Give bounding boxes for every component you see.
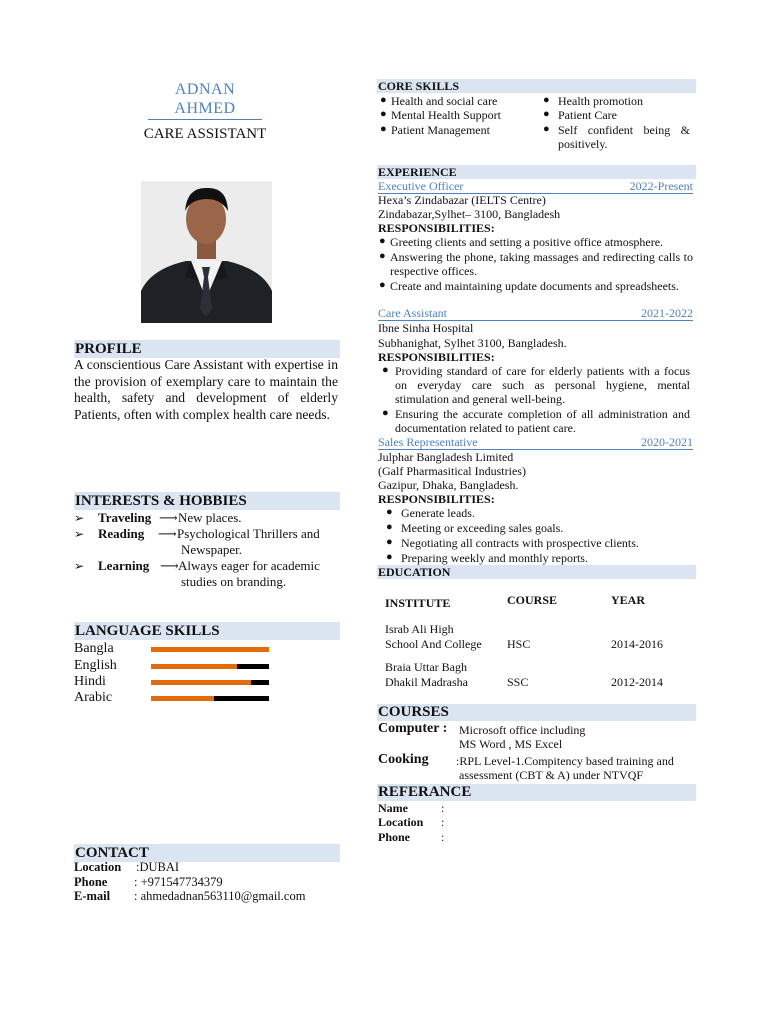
contact-phone <box>74 875 223 890</box>
edu-course: SSC <box>507 675 529 689</box>
course-text-cont: MS Word , MS Excel <box>459 737 563 751</box>
last-name: AHMED <box>174 100 236 117</box>
job-period: 2021-2022 <box>641 306 693 320</box>
edu-header-course: COURSE <box>507 593 558 607</box>
responsibility-item: Greeting clients and setting a positive office atmosphere. <box>390 235 664 249</box>
bullet-icon: ● <box>543 108 550 120</box>
arrow-bullet-icon: ➢ <box>74 559 85 573</box>
contact-value: :DUBAI <box>136 860 180 874</box>
bullet-icon: ● <box>379 250 386 262</box>
reference-value: : <box>441 830 445 844</box>
arrow-bullet-icon: ➢ <box>74 511 85 525</box>
job-organization: Julphar Bangladesh Limited <box>378 450 514 464</box>
contact-value: : ahmedadnan563110@gmail.com <box>134 889 306 903</box>
responsibilities-label: RESPONSIBILITIES: <box>378 221 495 235</box>
course-text: Microsoft office including <box>459 723 586 737</box>
bullet-icon: ● <box>380 94 387 106</box>
language-skill-fill <box>151 696 214 701</box>
job-organization: Ibne Sinha Hospital <box>378 321 474 335</box>
skill-item: Patient Management <box>391 123 490 137</box>
edu-header-year: YEAR <box>611 593 646 607</box>
profile-photo <box>141 181 272 323</box>
bullet-icon: ● <box>379 235 386 247</box>
reference-value: : <box>441 815 445 829</box>
responsibility-item: Answering the phone, taking massages and redirecting calls to respective offices. <box>390 250 693 278</box>
right-arrow-icon: ⟶ <box>160 558 179 573</box>
contact-value: : +971547734379 <box>134 875 223 889</box>
skill-item: Self confident being & positively. <box>558 123 690 151</box>
job-organization: Hexa’s Zindabazar (IELTS Centre) <box>378 193 546 207</box>
course-label: Computer : <box>378 721 448 736</box>
contact-label: E-mail <box>74 889 111 903</box>
right-arrow-icon: ⟶ <box>158 526 177 541</box>
courses-heading: COURSES <box>377 704 696 721</box>
contact-heading: CONTACT <box>74 844 340 862</box>
reference-label: Location <box>378 815 424 829</box>
responsibility-item: Ensuring the accurate completion of all administration and documentation related to patient care. <box>395 407 690 435</box>
responsibilities-label: RESPONSIBILITIES: <box>378 492 495 506</box>
job-period: 2022-Present <box>629 179 693 193</box>
name-underline <box>148 119 262 120</box>
language-skill-fill <box>151 664 237 669</box>
language-name: Hindi <box>74 674 106 689</box>
hobby-label: Traveling <box>98 510 152 525</box>
responsibility-item: Preparing weekly and monthly reports. <box>401 551 588 565</box>
edu-header-institute: INSTITUTE <box>385 596 451 610</box>
reference-label: Name <box>378 801 408 815</box>
job-organization: Subhanighat, Sylhet 3100, Bangladesh. <box>378 336 567 350</box>
contact-label: Phone <box>74 875 108 889</box>
education-heading: EDUCATION <box>377 565 696 579</box>
bullet-icon: ● <box>386 551 393 563</box>
job-organization: Gazipur, Dhaka, Bangladesh. <box>378 478 519 492</box>
responsibilities-label: RESPONSIBILITIES: <box>378 350 495 364</box>
language-name: English <box>74 658 117 673</box>
edu-year: 2012-2014 <box>611 675 663 689</box>
job-title-line <box>378 180 693 194</box>
responsibility-item: Create and maintaining update documents and spreadsheets. <box>390 279 679 293</box>
interests-heading: INTERESTS & HOBBIES <box>74 492 340 510</box>
job-title-line <box>378 436 693 450</box>
edu-institute-cont: School And College <box>385 637 482 651</box>
right-arrow-icon: ⟶ <box>159 510 178 525</box>
bullet-icon: ● <box>382 364 389 376</box>
hobby-label: Learning <box>98 558 150 573</box>
edu-institute: Israb Ali High <box>385 622 454 636</box>
reference-heading: REFERANCE <box>377 784 696 801</box>
job-title: Executive Officer <box>378 179 464 193</box>
language-skill-bar <box>151 680 269 685</box>
edu-institute: Braia Uttar Bagh <box>385 660 467 674</box>
hobby-text: New places. <box>178 510 242 525</box>
language-heading: LANGUAGE SKILLS <box>74 622 340 640</box>
job-title: Sales Representative <box>378 435 478 449</box>
profile-heading: PROFILE <box>74 340 340 358</box>
language-skill-bar <box>151 647 269 652</box>
course-text: :RPL Level-1.Compitency based training and <box>456 754 674 768</box>
job-organization: Zindabazar,Sylhet– 3100, Bangladesh <box>378 207 561 221</box>
edu-course: HSC <box>507 637 531 651</box>
job-organization: (Galf Pharmasitical Industries) <box>378 464 526 478</box>
bullet-icon: ● <box>543 123 550 135</box>
bullet-icon: ● <box>382 407 389 419</box>
hobby-text: Psychological Thrillers and <box>177 526 320 541</box>
profile-text: A conscientious Care Assistant with expertise in the provision of exemplary care to maintain the health, safety and development of elderly Patients, often with complex health care needs. <box>74 357 338 422</box>
hobby-text-cont: Newspaper. <box>181 542 243 557</box>
arrow-bullet-icon: ➢ <box>74 527 85 541</box>
language-name: Bangla <box>74 641 114 656</box>
skill-item: Health and social care <box>391 94 498 108</box>
reference-label: Phone <box>378 830 411 844</box>
responsibility-item: Meeting or exceeding sales goals. <box>401 521 564 535</box>
edu-institute-cont: Dhakil Madrasha <box>385 675 468 689</box>
job-role: CARE ASSISTANT <box>143 126 267 142</box>
job-title-line <box>378 307 693 321</box>
bullet-icon: ● <box>386 536 393 548</box>
bullet-icon: ● <box>543 94 550 106</box>
edu-year: 2014-2016 <box>611 637 663 651</box>
responsibility-item: Providing standard of care for elderly patients with a focus on everyday care such as personal hygiene, mental stimulation and general well-being. <box>395 364 690 406</box>
contact-label: Location <box>74 860 122 874</box>
responsibility-item: Negotiating all contracts with prospective clients. <box>401 536 639 550</box>
language-skill-fill <box>151 680 251 685</box>
language-name: Arabic <box>74 690 113 705</box>
bullet-icon: ● <box>386 506 393 518</box>
hobby-text: Always eager for academic <box>178 558 320 573</box>
bullet-icon: ● <box>379 279 386 291</box>
hobby-text-cont: studies on branding. <box>181 574 287 589</box>
bullet-icon: ● <box>380 123 387 135</box>
contact-location <box>74 860 180 875</box>
language-skill-fill <box>151 647 269 652</box>
job-title: Care Assistant <box>378 306 447 320</box>
course-text-cont: assessment (CBT & A) under NTVQF <box>459 768 644 782</box>
responsibility-item: Generate leads. <box>401 506 475 520</box>
skill-item: Patient Care <box>558 108 617 122</box>
first-name: ADNAN <box>174 81 236 98</box>
course-label: Cooking <box>378 752 429 767</box>
experience-heading: EXPERIENCE <box>377 165 696 179</box>
bullet-icon: ● <box>386 521 393 533</box>
job-period: 2020-2021 <box>641 435 693 449</box>
language-skill-bar <box>151 696 269 701</box>
hobby-label: Reading <box>98 526 145 541</box>
skill-item: Health promotion <box>558 94 643 108</box>
reference-value: : <box>441 801 445 815</box>
language-skill-bar <box>151 664 269 669</box>
skill-item: Mental Health Support <box>391 108 501 122</box>
contact-email <box>74 889 306 904</box>
bullet-icon: ● <box>380 108 387 120</box>
core-skills-heading: CORE SKILLS <box>377 79 696 93</box>
